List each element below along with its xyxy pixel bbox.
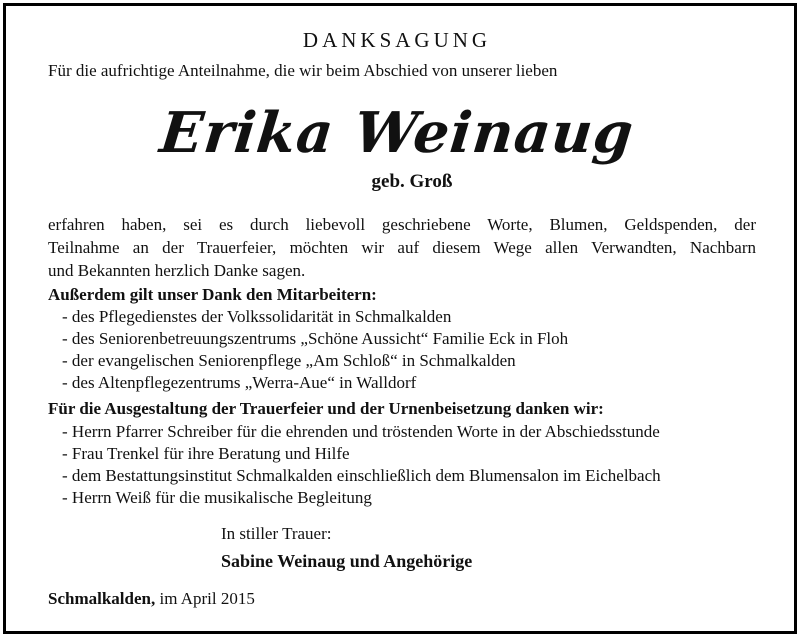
list-item: - Herrn Weiß für die musikalische Begleitung	[62, 488, 372, 507]
staff-section-heading: Außerdem gilt unser Dank den Mitarbeitern:	[48, 285, 377, 304]
place: Schmalkalden,	[48, 589, 156, 608]
body-paragraph	[48, 213, 756, 282]
place-date	[48, 589, 255, 609]
body-line: und Bekannten herzlich Danke sagen.	[48, 261, 306, 280]
list-item: - des Altenpflegezentrums „Werra-Aue“ in Walldorf	[62, 373, 417, 392]
list-item: - des Pflegedienstes der Volkssolidarität in Schmalkalden	[62, 307, 452, 326]
heading: DANKSAGUNG	[302, 28, 492, 52]
deceased-name: Erika Weinaug	[156, 100, 638, 166]
ceremony-section-heading: Für die Ausgestaltung der Trauerfeier und der Urnenbeisetzung danken wir:	[48, 399, 604, 418]
list-item: - Frau Trenkel für ihre Beratung und Hilfe	[62, 444, 350, 463]
birth-name: geb. Groß	[371, 171, 453, 192]
body-line: Teilnahme an der Trauerfeier, möchten wir auf diesem Wege allen Verwandten, Nachbarn	[48, 238, 756, 257]
list-item: - der evangelischen Seniorenpflege „Am Schloß“ in Schmalkalden	[62, 351, 516, 370]
list-item: - des Seniorenbetreuungszentrums „Schöne Aussicht“ Familie Eck in Floh	[62, 329, 569, 348]
date: im April 2015	[155, 589, 255, 608]
body-line: erfahren haben, sei es durch liebevoll geschriebene Worte, Blumen, Geldspenden, der	[48, 215, 756, 234]
intro-text: Für die aufrichtige Anteilnahme, die wir beim Abschied von unserer lieben	[48, 61, 558, 80]
closing-phrase: In stiller Trauer:	[221, 524, 332, 543]
list-item: - Herrn Pfarrer Schreiber für die ehrenden und tröstenden Worte in der Abschiedsstunde	[62, 422, 660, 441]
signer: Sabine Weinaug und Angehörige	[221, 551, 473, 571]
list-item: - dem Bestattungsinstitut Schmalkalden einschließlich dem Blumensalon im Eichelbach	[62, 466, 661, 485]
